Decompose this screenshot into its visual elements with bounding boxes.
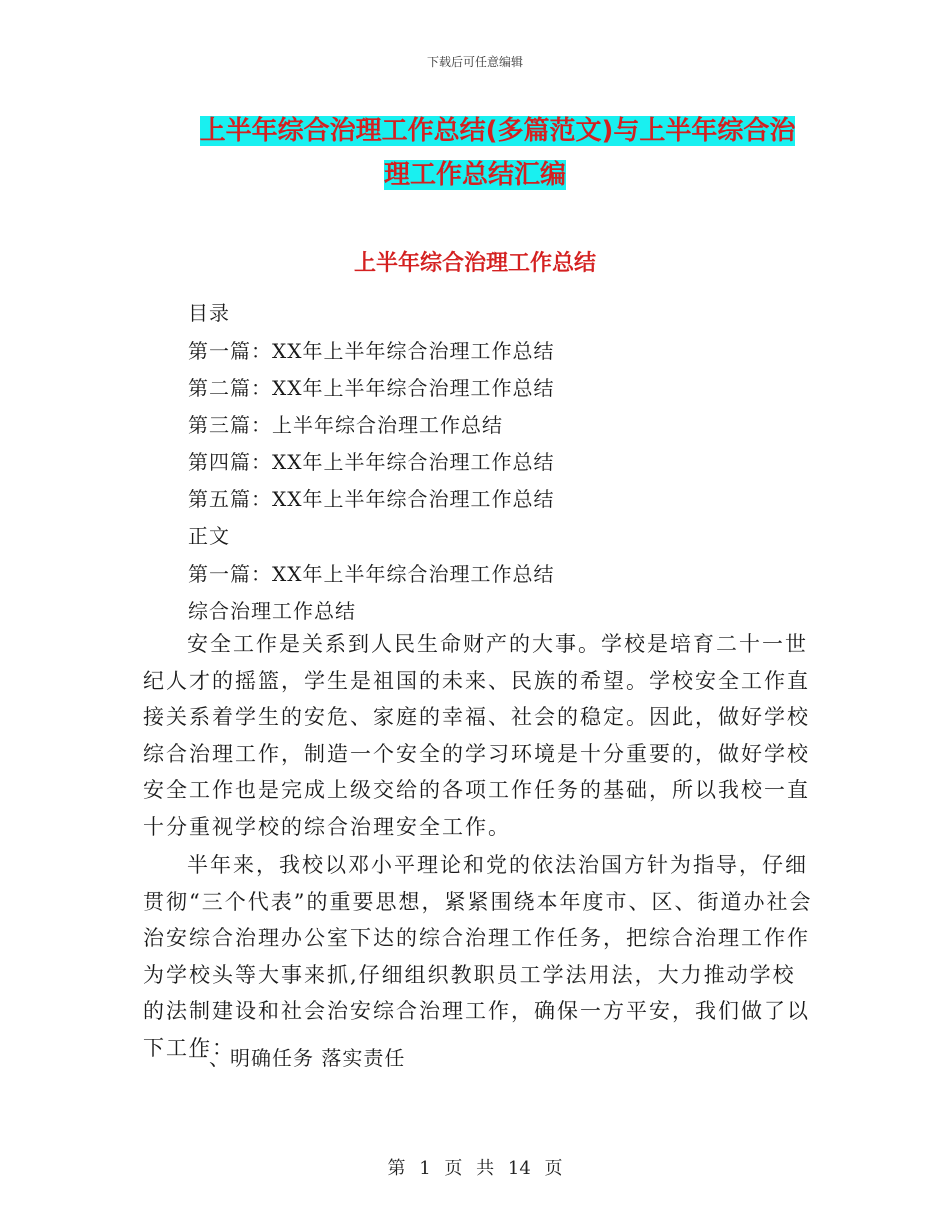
toc-heading: 目录 [188,301,230,325]
body-heading: 正文 [188,524,230,548]
toc-item: 第一篇：XX年上半年综合治理工作总结 [188,339,555,363]
toc-item: 第四篇：XX年上半年综合治理工作总结 [188,450,555,474]
toc-item: 第二篇：XX年上半年综合治理工作总结 [188,376,555,400]
total-page-count: 14 [507,1158,531,1179]
header-note: 下载后可任意编辑 [426,55,523,69]
footer-prefix: 第 [387,1158,406,1179]
title-highlight-2: 理工作总结汇编 [383,160,566,190]
title-highlight-1: 上半年综合治理工作总结(多篇范文)与上半年综合治 [199,116,796,146]
section-heading: 综合治理工作总结 [188,599,356,623]
footer-suffix: 页 [544,1158,563,1179]
toc-item: 第三篇：上半年综合治理工作总结 [188,413,503,437]
chapter-heading: 第一篇：XX年上半年综合治理工作总结 [188,562,555,586]
section-subtitle: 上半年综合治理工作总结 [353,251,596,276]
point-heading: 一、明确任务 落实责任 [188,1046,406,1070]
body-paragraph: 半年来，我校以邓小平理论和党的依法治国方针为指导，仔细贯彻“三个代表”的重要思想，紧紧围绕本年度市、区、街道办社会治安综合治理办公室下达的综合治理工作任务，把综合治理工作作为学校头等大事来抓,仔细组织教职员工学法用法，大力推动学校的法制建设和社会治安综合治理工作，确保一方平安，我们做了以下工作： [143,853,813,1060]
toc-item: 第五篇：XX年上半年综合治理工作总结 [188,487,555,511]
page-footer [0,1154,950,1180]
document-title-line-2 [0,154,950,196]
footer-total-word: 共 [476,1158,495,1179]
document-title-line-1 [0,110,950,152]
current-page-number: 1 [419,1158,431,1179]
body-paragraph: 安全工作是关系到人民生命财产的大事。学校是培育二十一世纪人才的摇篮，学生是祖国的未来、民族的希望。学校安全工作直接关系着学生的安危、家庭的幸福、社会的稳定。因此，做好学校综合治理工作，制造一个安全的学习环境是十分重要的，做好学校安全工作也是完成上级交给的各项工作任务的基础，所以我校一直十分重视学校的综合治理安全工作。 [143,632,810,839]
footer-page-word: 页 [444,1158,463,1179]
